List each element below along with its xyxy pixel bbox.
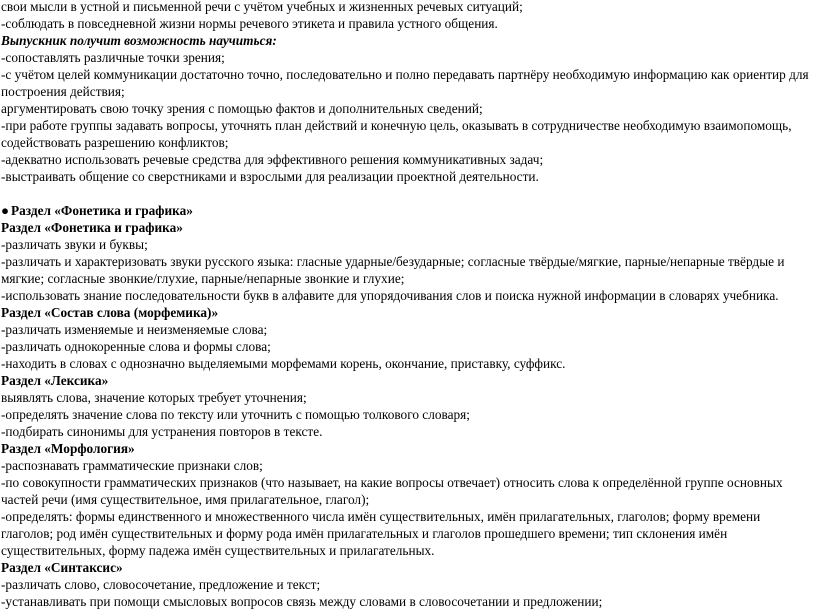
section-heading-text: Раздел «Фонетика и графика» bbox=[11, 203, 193, 218]
text-line: -использовать знание последовательности букв в алфавите для упорядочивания слов и поиска нужной информации в словарях учебника. bbox=[1, 288, 779, 303]
text-line: -определять значение слова по тексту или уточнить с помощью толкового словаря; bbox=[1, 407, 470, 422]
text-line: -различать изменяемые и неизменяемые слова; bbox=[1, 322, 268, 337]
text-line: -выстраивать общение со сверстниками и взрослыми для реализации проектной деятельности. bbox=[1, 169, 539, 184]
section-heading: Раздел «Фонетика и графика» bbox=[1, 220, 183, 235]
text-line: аргументировать свою точку зрения с помощью фактов и дополнительных сведений; bbox=[1, 101, 483, 116]
section-heading: Раздел «Морфология» bbox=[1, 441, 135, 456]
subheading: Выпускник получит возможность научиться: bbox=[1, 33, 277, 48]
text-line: -адекватно использовать речевые средства для эффективного решения коммуникативных задач; bbox=[1, 152, 544, 167]
section-heading: Раздел «Синтаксис» bbox=[1, 560, 123, 575]
text-line: -распознавать грамматические признаки слов; bbox=[1, 458, 263, 473]
text-line: -по совокупности грамматических признаков (что называет, на какие вопросы отвечает) относить слова к определённой группе основных частей речи (имя существительное, имя прилагательное, глагол); bbox=[1, 475, 783, 507]
bulleted-section-heading bbox=[1, 202, 813, 219]
text-line: -различать слово, словосочетание, предложение и текст; bbox=[1, 577, 321, 592]
blank-line bbox=[1, 185, 813, 202]
text-line: -соблюдать в повседневной жизни нормы речевого этикета и правила устного общения. bbox=[1, 16, 498, 31]
section-heading: Раздел «Лексика» bbox=[1, 373, 109, 388]
text-line: выявлять слова, значение которых требует уточнения; bbox=[1, 390, 307, 405]
text-line: -различать однокоренные слова и формы слова; bbox=[1, 339, 271, 354]
text-line: -сопоставлять различные точки зрения; bbox=[1, 50, 225, 65]
text-line: -находить в словах с однозначно выделяемыми морфемами корень, окончание, приставку, суффикс. bbox=[1, 356, 566, 371]
text-line: -определять: формы единственного и множественного числа имён существительных, имён прилагательных, глаголов; форму времени глаголов; род имён существительных и форму рода имён прилагательных и глаголов прошедшего времени; тип склонения имён существительных, форму падежа имён существительных и прилагательных. bbox=[1, 509, 761, 558]
text-line: -с учётом целей коммуникации достаточно точно, последовательно и полно передавать партнёру необходимую информацию как ориентир для построения действия; bbox=[1, 67, 809, 99]
section-heading: Раздел «Состав слова (морфемика)» bbox=[1, 305, 219, 320]
text-line: -устанавливать при помощи смысловых вопросов связь между словами в словосочетании и предложении; bbox=[1, 594, 603, 609]
text-line: -при работе группы задавать вопросы, уточнять план действий и конечную цель, оказывать в сотрудничестве необходимую взаимопомощь, содействовать разрешению конфликтов; bbox=[1, 118, 792, 150]
bullet-dot-icon: ● bbox=[1, 203, 10, 218]
text-line: свои мысли в устной и письменной речи с учётом учебных и жизненных речевых ситуаций; bbox=[1, 0, 523, 14]
text-line: -различать звуки и буквы; bbox=[1, 237, 148, 252]
text-line: -различать и характеризовать звуки русского языка: гласные ударные/безударные; согласные твёрдые/мягкие, парные/непарные твёрдые и мягкие; согласные звонкие/глухие, парные/непарные звонкие и глухие; bbox=[1, 254, 785, 286]
text-line: -подбирать синонимы для устранения повторов в тексте. bbox=[1, 424, 323, 439]
